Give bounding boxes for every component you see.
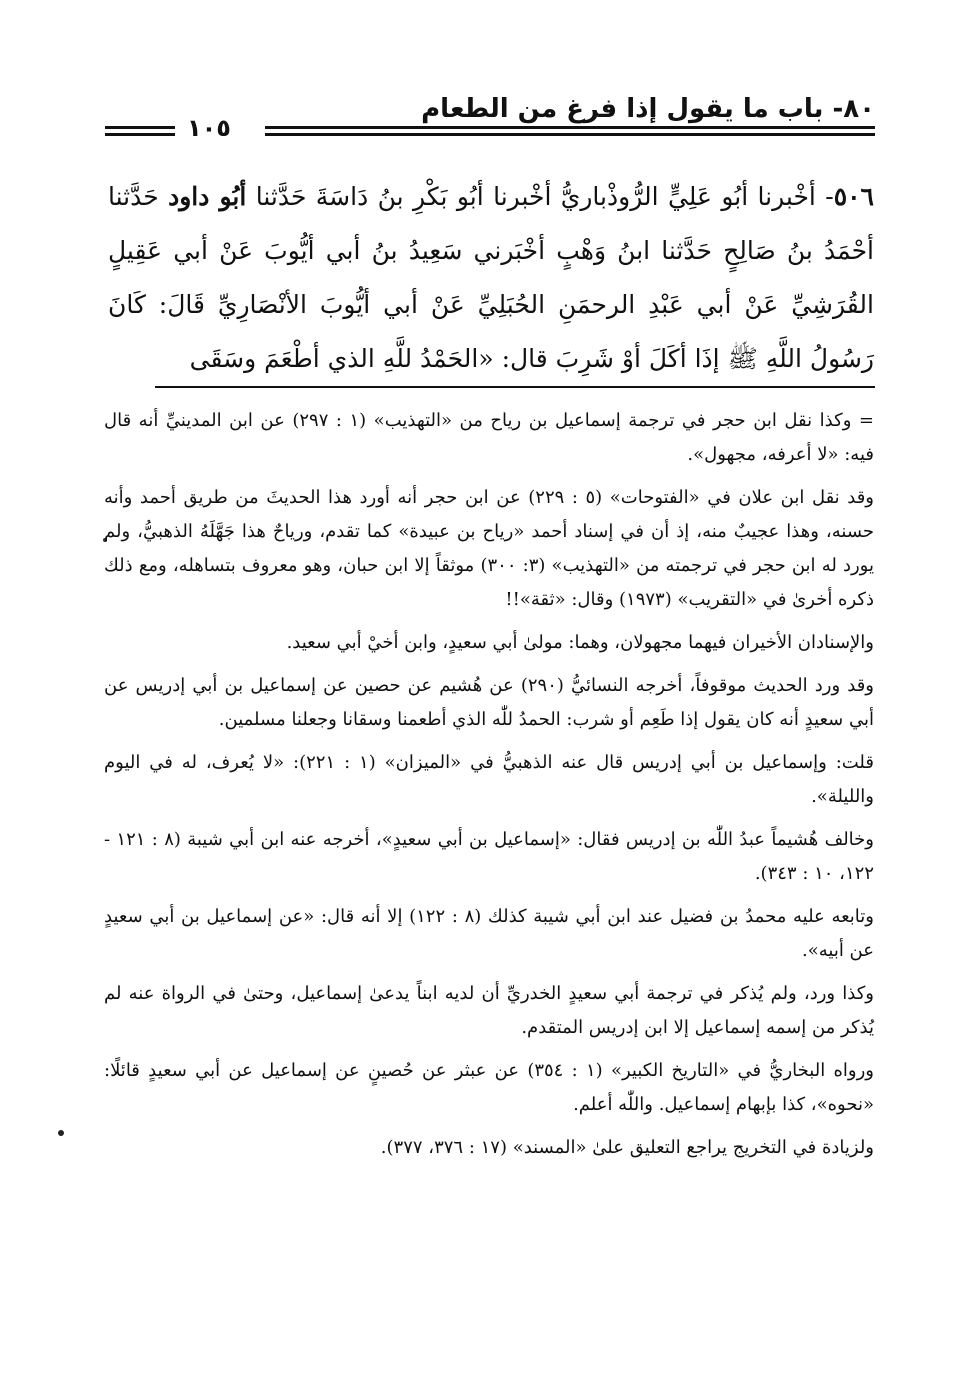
footnote-paragraph: = وكذا نقل ابن حجر في ترجمة إسماعيل بن رياح من «التهذيب» (١ : ٢٩٧) عن ابن المدينيِّ أنه قال فيه: «لا أعرفه، مجهول». xyxy=(104,410,874,465)
hadith-text xyxy=(108,170,874,386)
footnote-paragraph: والإسنادان الأخيران فيهما مجهولان، وهما: مولىٰ أبي سعيدٍ، وابن أخيْ أبي سعيد. xyxy=(286,632,874,653)
footnote-paragraph: قلت: وإسماعيل بن أبي إدريس قال عنه الذهبيُّ في «الميزان» (١ : ٢٢١): «لا يُعرف، له في اليوم والليلة». xyxy=(104,752,874,807)
hadith-chain-start: - أخْبرنا أبُو عَلِيٍّ الرُّوذْباريُّ أخْبرنا أبُو بَكْرِ بنُ دَاسَةَ حَدَّثنا xyxy=(246,182,834,211)
page-number: ١٠٥ xyxy=(187,114,231,142)
margin-dot xyxy=(58,1130,64,1136)
footnote-paragraph: ورواه البخاريُّ في «التاريخ الكبير» (١ : ٣٥٤) عن عبثر عن حُصينٍ عن إسماعيل عن أبي سعيدٍ قائلًا: «نحوه»، كذا بإبهام إسماعيل. واللّٰه أعلم. xyxy=(104,1060,874,1115)
chapter-title: ٨٠- باب ما يقول إذا فرغ من الطعام xyxy=(421,94,875,124)
footnote-paragraph: وكذا ورد، ولم يُذكر في ترجمة أبي سعيدٍ الخدريِّ أن لديه ابناً يدعىٰ إسماعيل، وحتىٰ في الرواة عنه لم يُذكر من إسمه إسماعيل إلا ابن إدريس المتقدم. xyxy=(104,983,874,1038)
footnote-paragraph: ولزيادة في التخريج يراجع التعليق علىٰ «المسند» (١٧ : ٣٧٦، ٣٧٧). xyxy=(380,1137,874,1158)
header-rule xyxy=(105,133,175,136)
narrator-name: أبُو داود xyxy=(168,182,247,211)
hadith-chain-rest: حَدَّثنا أحْمَدُ بنُ صَالِحٍ حَدَّثنا ابنُ وَهْبٍ أخْبَرني سَعِيدُ بنُ أبي أيُّوبَ عَنْ أبي عَقِيلٍ القُرَشِيِّ عَنْ أبي عَبْدِ الرحمَنِ الحُبَلِيِّ عَنْ أبي أيُّوبَ الأنْصَارِيِّ قَالَ: كَانَ رَسُولُ اللَّهِ ﷺ إذَا أكَلَ أوْ شَرِبَ قال: «الحَمْدُ للَّهِ الذي أطْعَمَ وسَقَى xyxy=(108,182,874,373)
footnote-paragraph: وقد ورد الحديث موقوفاً، أخرجه النسائيُّ (٢٩٠) عن هُشيم عن حصين عن إسماعيل بن أبي إدريس عن أبي سعيدٍ أنه كان يقول إذا طَعِم أو شرب: الحمدُ للّٰه الذي أطعمنا وسقانا وجعلنا مسلمين. xyxy=(104,675,874,730)
header-rule xyxy=(265,133,875,136)
hadith-number: ٥٠٦ xyxy=(833,182,874,211)
footnote-paragraph: وخالف هُشيماً عبدُ اللّٰه بن إدريس فقال: «إسماعيل بن أبي سعيدٍ»، أخرجه عنه ابن أبي شيبة (٨ : ١٢١ - ١٢٢، ١٠ : ٣٤٣). xyxy=(104,829,874,884)
footnotes xyxy=(104,404,874,1174)
header-rule xyxy=(105,126,175,129)
footnote-paragraph: وقد نقل ابن علان في «الفتوحات» (٥ : ٢٢٩) عن ابن حجر أنه أورد هذا الحديثَ من طريق أحمد وأنه حسنه، وهذا عجيبٌ منه، إذ أن في إسناد أحمد «رياح بن عبيدة» كما تقدم، ورياحٌ هذا جَهَّلَهُ الذهبيُّ، ولم يورد له ابن حجر في ترجمته من «التهذيب» (٣: ٣٠٠) موثقاً إلا ابن حبان، وهو معروف بتساهله، ومع ذلك ذكره أخرىٰ في «التقريب» (١٩٧٣) وقال: «ثقة»!! xyxy=(104,487,874,610)
page-header xyxy=(105,88,875,144)
footnote-paragraph: وتابعه عليه محمدُ بن فضيل عند ابن أبي شيبة كذلك (٨ : ١٢٢) إلا أنه قال: «عن إسماعيل بن أبي سعيدٍ عن أبيه». xyxy=(104,906,874,961)
header-rule xyxy=(265,126,875,129)
footnote-divider xyxy=(155,386,875,388)
